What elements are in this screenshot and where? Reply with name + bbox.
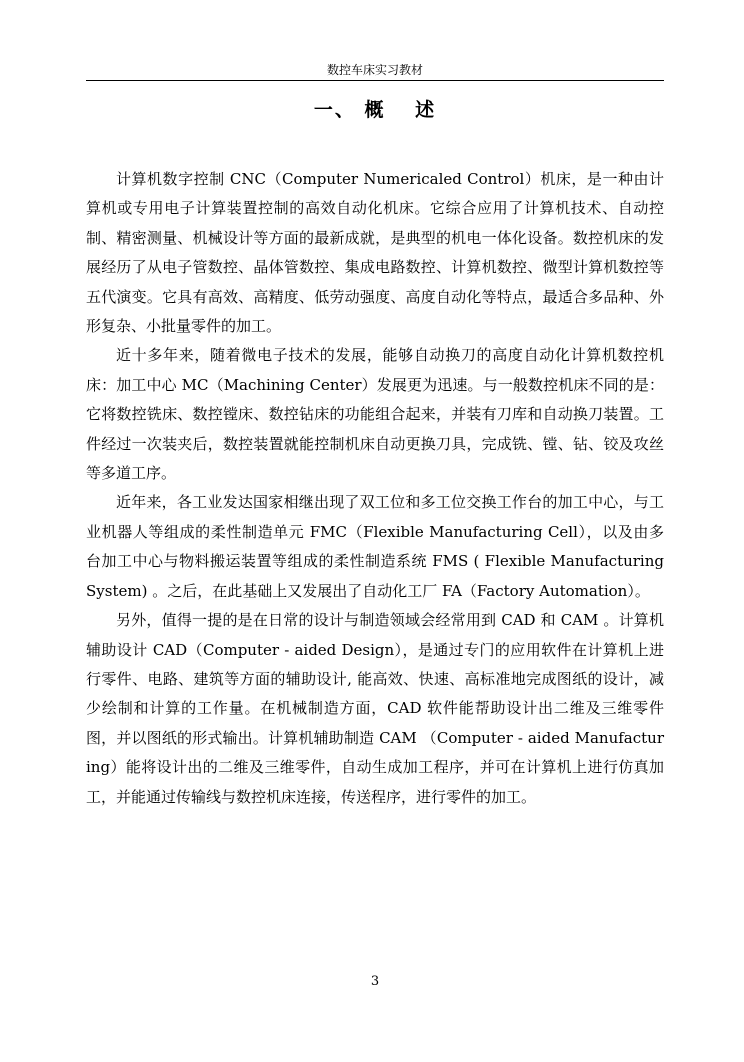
body-text <box>86 165 664 812</box>
header-rule <box>86 80 664 81</box>
page-number: 3 <box>370 974 380 989</box>
section-title: 一、 概 述 <box>313 99 437 121</box>
paragraph-cnc-intro: 计算机数字控制 CNC（Computer Numericaled Control）机床，是一种由计算机或专用电子计算装置控制的高效自动化机床。它综合应用了计算机技术、自动控制、精密测量、机械设计等方面的最新成就，是典型的机电一体化设备。数控机床的发展经历了从电子管数控、晶体管数控、集成电路数控、计算机数控、微型计算机数控等五代演变。它具有高效、高精度、低劳动强度、高度自动化等特点，最适合多品种、外形复杂、小批量零件的加工。 <box>86 170 664 336</box>
running-header: 数控车床实习教材 <box>326 63 423 77</box>
paragraph-cad-cam: 另外，值得一提的是在日常的设计与制造领域会经常用到 CAD 和 CAM 。计算机辅助设计 CAD（Computer - aided Design），是通过专门的应用软件在计算机上进行零件、电路、建筑等方面的辅助设计, 能高效、快速、高标准地完成图纸的设计，减少绘制和计算的工作量。在机械制造方面，CAD 软件能帮助设计出二维及三维零件图，并以图纸的形式输出。计算机辅助制造 CAM （Computer - aided Manufacturing）能将设计出的二维及三维零件，自动生成加工程序，并可在计算机上进行仿真加工，并能通过传输线与数控机床连接，传送程序，进行零件的加工。 <box>86 611 664 806</box>
paragraph-fmc-fms: 近年来，各工业发达国家相继出现了双工位和多工位交换工作台的加工中心，与工业机器人等组成的柔性制造单元 FMC（Flexible Manufacturing Cell），以及由多台加工中心与物料搬运装置等组成的柔性制造系统 FMS ( Flexible Manufacturing System) 。之后，在此基础上又发展出了自动化工厂 FA（Factory Automation）。 <box>86 493 664 600</box>
paragraph-machining-center: 近十多年来，随着微电子技术的发展，能够自动换刀的高度自动化计算机数控机床：加工中心 MC（Machining Center）发展更为迅速。与一般数控机床不同的是：它将数控铣床、数控镗床、数控钻床的功能组合起来，并装有刀库和自动换刀装置。工件经过一次装夹后，数控装置就能控制机床自动更换刀具，完成铣、镗、钻、铰及攻丝等多道工序。 <box>86 346 664 483</box>
